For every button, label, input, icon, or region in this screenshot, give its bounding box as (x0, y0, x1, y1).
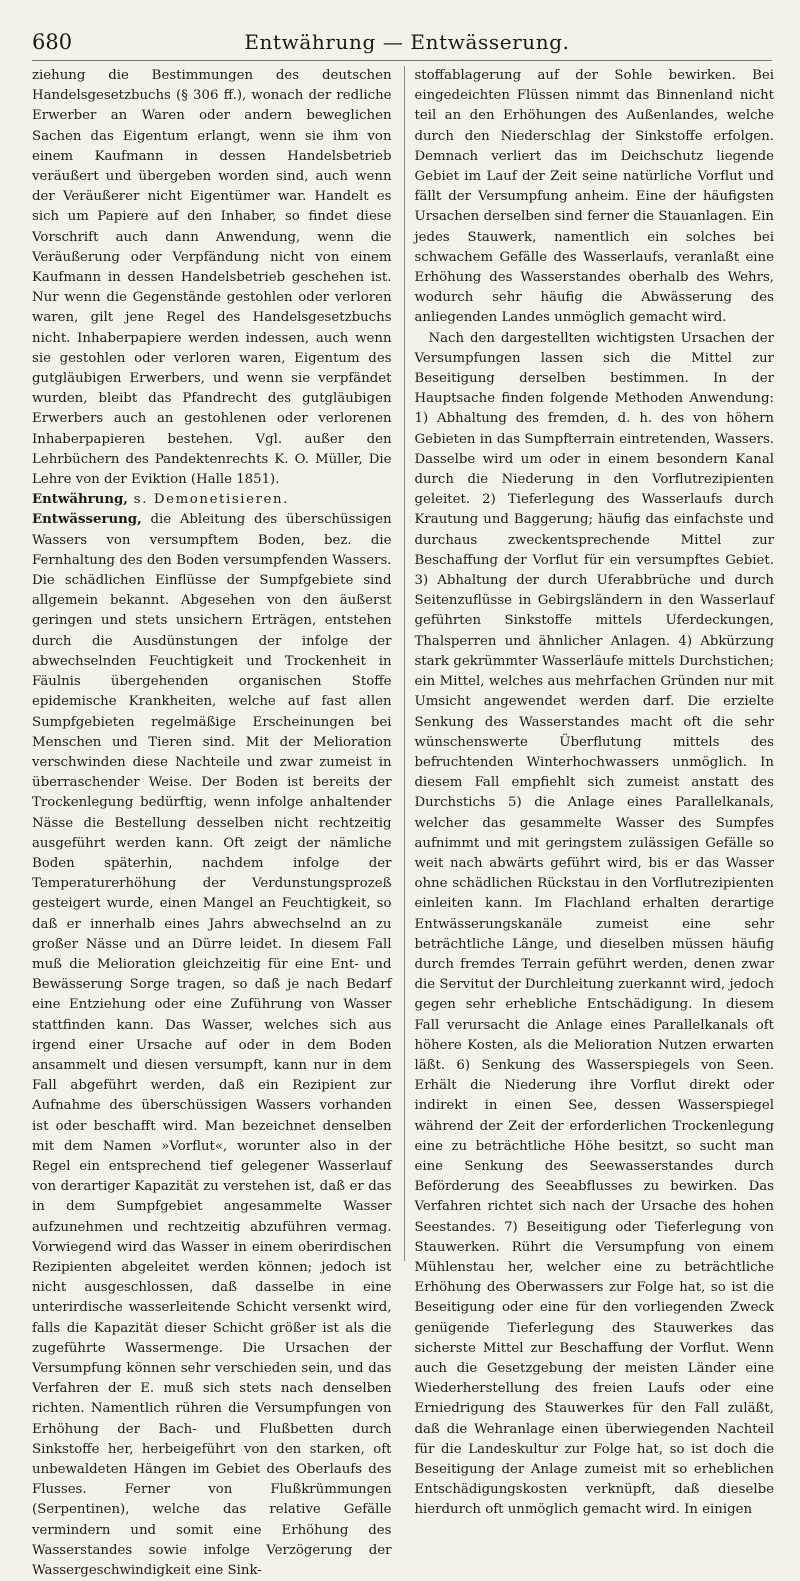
entry-text: die Ableitung des überschüssigen Wassers von versumpftem Boden, bez. die Fernhaltung des den Boden versumpfenden Wassers. Die schädlichen Einflüsse der Sumpfgebiete sind allgemein bekannt. Abgesehen von den äußerst geringen und stets unsichern Erträgen, entstehen durch die Ausdünstungen der infolge der abwechselnden Feuchtigkeit und Trockenheit in Fäulnis übergehenden organischen Stoffe epidemische Krankheiten, welche auf fast allen Sumpfgebieten regelmäßige Erscheinungen bei Menschen und Tieren sind. Mit der Melioration verschwinden diese Nachteile und zwar zumeist in überraschender Weise. Der Boden ist bereits der Trockenlegung bedürftig, wenn infolge anhaltender Nässe die Bestellung desselben nicht rechtzeitig ausgeführt werden kann. Oft zeigt der nämliche Boden späterhin, nachdem infolge der Temperaturerhöhung der Verdunstungsprozeß gesteigert wurde, einen Mangel an Feuchtigkeit, so daß er innerhalb eines Jahrs abwechselnd an zu großer Nässe und an Dürre leidet. In diesem Fall muß die Melioration gleichzeitig für eine Ent- und Bewässerung Sorge tragen, so daß je nach Bedarf eine Entziehung oder eine Zuführung von Wasser stattfinden kann. Das Wasser, welches sich aus irgend einer Ursache auf oder in dem Boden ansammelt und diesen versumpft, kann nur in dem Fall abgeführt werden, daß ein Rezipient zur Aufnahme des überschüssigen Wassers vorhanden ist oder beschafft wird. Man bezeichnet denselben mit dem Namen »Vorflut«, worunter also in der Regel ein entsprechend tief gelegener Wasserlauf von derartiger Kapazität zu verstehen ist, daß er das in dem Sumpfgebiet angesammelte Wasser aufzunehmen und rechtzeitig abzuführen vermag. Vorwiegend wird das Wasser in einem oberirdischen Rezipienten abgeleitet werden können; jedoch ist nicht ausgeschlossen, daß dasselbe in eine unterirdische wasserleitende Schicht versenkt wird, falls die Kapazität dieser Schicht größer ist als die zugeführte Wassermenge. Die Ursachen der Versumpfung können sehr verschieden sein, und das Verfahren der E. muß sich stets nach denselben richten. Namentlich rühren die Versumpfungen von Erhöhung der Bach- und Flußbetten durch Sinkstoffe her, herbeigeführt von den starken, oft unbewaldeten Hängen im Gebiet des Oberlaufs des Flusses. Ferner von Flußkrümmungen (Serpentinen), welche das relative Gefälle vermindern und somit eine Erhöhung des Wasserstandes sowie infolge Verzögerung der Wassergeschwindigkeit eine Sink- (32, 512, 392, 1579)
column-divider (404, 66, 405, 1261)
text-columns (32, 66, 775, 1579)
entry-text: s. Demonetisieren. (127, 492, 289, 508)
paragraph: Nach den dargestellten wichtigsten Ursachen der Versumpfungen lassen sich die Mittel zur Beseitigung derselben bestimmen. In der Hauptsache finden folgende Methoden Anwendung: 1) Abhaltung des fremden, d. h. des von höhern Gebieten in das Sumpfterrain eintretenden, Wassers. Dasselbe wird um oder in einem besondern Kanal durch die Niederung in den Vorflutrezipienten geleitet. 2) Tieferlegung des Wasserlaufs durch Krautung und Baggerung; häufig das einfachste und durchaus zweckentsprechende Mittel zur Beschaffung der Vorflut für ein versumpftes Gebiet. 3) Abhaltung der durch Uferabbrüche und durch Seitenzuflüsse in Gebirgsländern in den Wasserlauf geführten Sinkstoffe mittels Uferdeckungen, Thalsperren und ähnlicher Anlagen. 4) Abkürzung stark gekrümmter Wasserläufe mittels Durchstichen; ein Mittel, welches aus mehrfachen Gründen nur mit Umsicht angewendet werden darf. Die erzielte Senkung des Wasserstandes macht oft die sehr wünschenswerte Überflutung mittels des befruchtenden Winterhochwassers unmöglich. In diesem Fall empfiehlt sich zumeist anstatt des Durchstichs 5) die Anlage eines Parallelkanals, welcher das gesammelte Wasser des Sumpfes aufnimmt und mit geringstem zulässigen Gefälle so weit nach abwärts geführt wird, bis er das Wasser ohne schädlichen Rückstau in den Vorflutrezipienten einleiten kann. Im Flachland erhalten derartige Entwässerungskanäle zumeist eine sehr beträchtliche Länge, und dieselben müssen häufig durch fremdes Terrain geführt werden, denen zwar die Servitut der Durchleitung zuerkannt wird, jedoch gegen sehr erhebliche Entschädigung. In diesem Fall verursacht die Anlage eines Parallelkanals oft höhere Kosten, als die Melioration Nutzen erwarten läßt. 6) Senkung des Wasserspiegels von Seen. Erhält die Niederung ihre Vorflut direkt oder indirekt in einen See, dessen Wasserspiegel während der Zeit der erforderlichen Trockenlegung eine zu beträchtliche Höhe besitzt, so sucht man eine Senkung des Seewasserstandes durch Beförderung des Seeabflusses zu bewirken. Das Verfahren richtet sich nach der Ursache des hohen Seestandes. 7) Beseitigung oder Tieferlegung von Stauwerken. Rührt die Versumpfung von einem Mühlenstau her, welcher eine zu beträchtliche Erhöhung des Oberwassers zur Folge hat, so ist die Beseitigung oder eine für den vorliegenden Zweck genügende Tieferlegung des Stauwerkes das sicherste Mittel zur Beschaffung der Vorflut. Wenn auch die Gesetzgebung der meisten Länder eine Wiederherstellung des freien Laufs oder eine Erniedrigung des Stauwerkes für den Fall zuläßt, daß die Wehranlage einen überwiegenden Nachteil für die Landeskultur zur Folge hat, so ist doch die Beseitigung der Anlage zumeist mit so erheblichen Entschädigungskosten verknüpft, daß dieselbe hierdurch oft unmöglich gemacht wird. In einigen (414, 330, 775, 1518)
entry-term: Entwährung, (32, 492, 128, 508)
continued-paragraph: ziehung die Bestimmungen des deutschen Handelsgesetzbuchs (§ 306 ff.), wonach der redliche Erwerber an Waren oder andern beweglichen Sachen das Eigentum erlangt, wenn sie ihm von einem Kaufmann in dessen Handelsbetrieb veräußert und übergeben worden sind, auch wenn der Veräußerer nicht Eigentümer war. Handelt es sich um Papiere auf den Inhaber, so findet diese Vorschrift auch dann Anwendung, wenn die Veräußerung oder Verpfändung nicht von einem Kaufmann in dessen Handelsbetrieb geschehen ist. Nur wenn die Gegenstände gestohlen oder verloren waren, gilt jene Regel des Handelsgesetzbuchs nicht. Inhaberpapiere werden indessen, auch wenn sie gestohlen oder verloren waren, Eigentum des gutgläubigen Erwerbers, und wenn sie verpfändet wurden, bleibt das Pfandrecht des gutgläubigen Erwerbers auch an gestohlenen oder verlorenen Inhaberpapieren bestehen. Vgl. außer den Lehrbüchern des Pandektenrechts K. O. Müller, Die Lehre von der Eviktion (Halle 1851). (32, 68, 392, 488)
entry-entwaesserung (32, 510, 392, 1581)
entry-entwaehrung (32, 490, 392, 510)
left-column (32, 66, 392, 1579)
page-header (32, 30, 772, 61)
entry-term: Entwässerung, (32, 512, 142, 528)
paragraph: stoffablagerung auf der Sohle bewirken. Bei eingedeichten Flüssen nimmt das Binnenland nicht teil an den Erhöhungen des Außenlandes, welche durch den Niederschlag der Sinkstoffe erfolgen. Demnach verliert das im Deichschutz liegende Gebiet im Lauf der Zeit seine natürliche Vorflut und fällt der Versumpfung anheim. Eine der häufigsten Ursachen derselben sind ferner die Stauanlagen. Ein jedes Stauwerk, namentlich ein solches bei schwachem Gefälle des Wasserlaufs, veranlaßt eine Erhöhung des Wasserstandes oberhalb des Wehrs, wodurch sehr häufig die Abwässerung des anliegenden Landes unmöglich gemacht wird. (414, 68, 774, 326)
page-number: 680 (32, 30, 73, 54)
running-head: Entwährung — Entwässerung. (244, 30, 570, 54)
right-column (414, 66, 775, 1518)
